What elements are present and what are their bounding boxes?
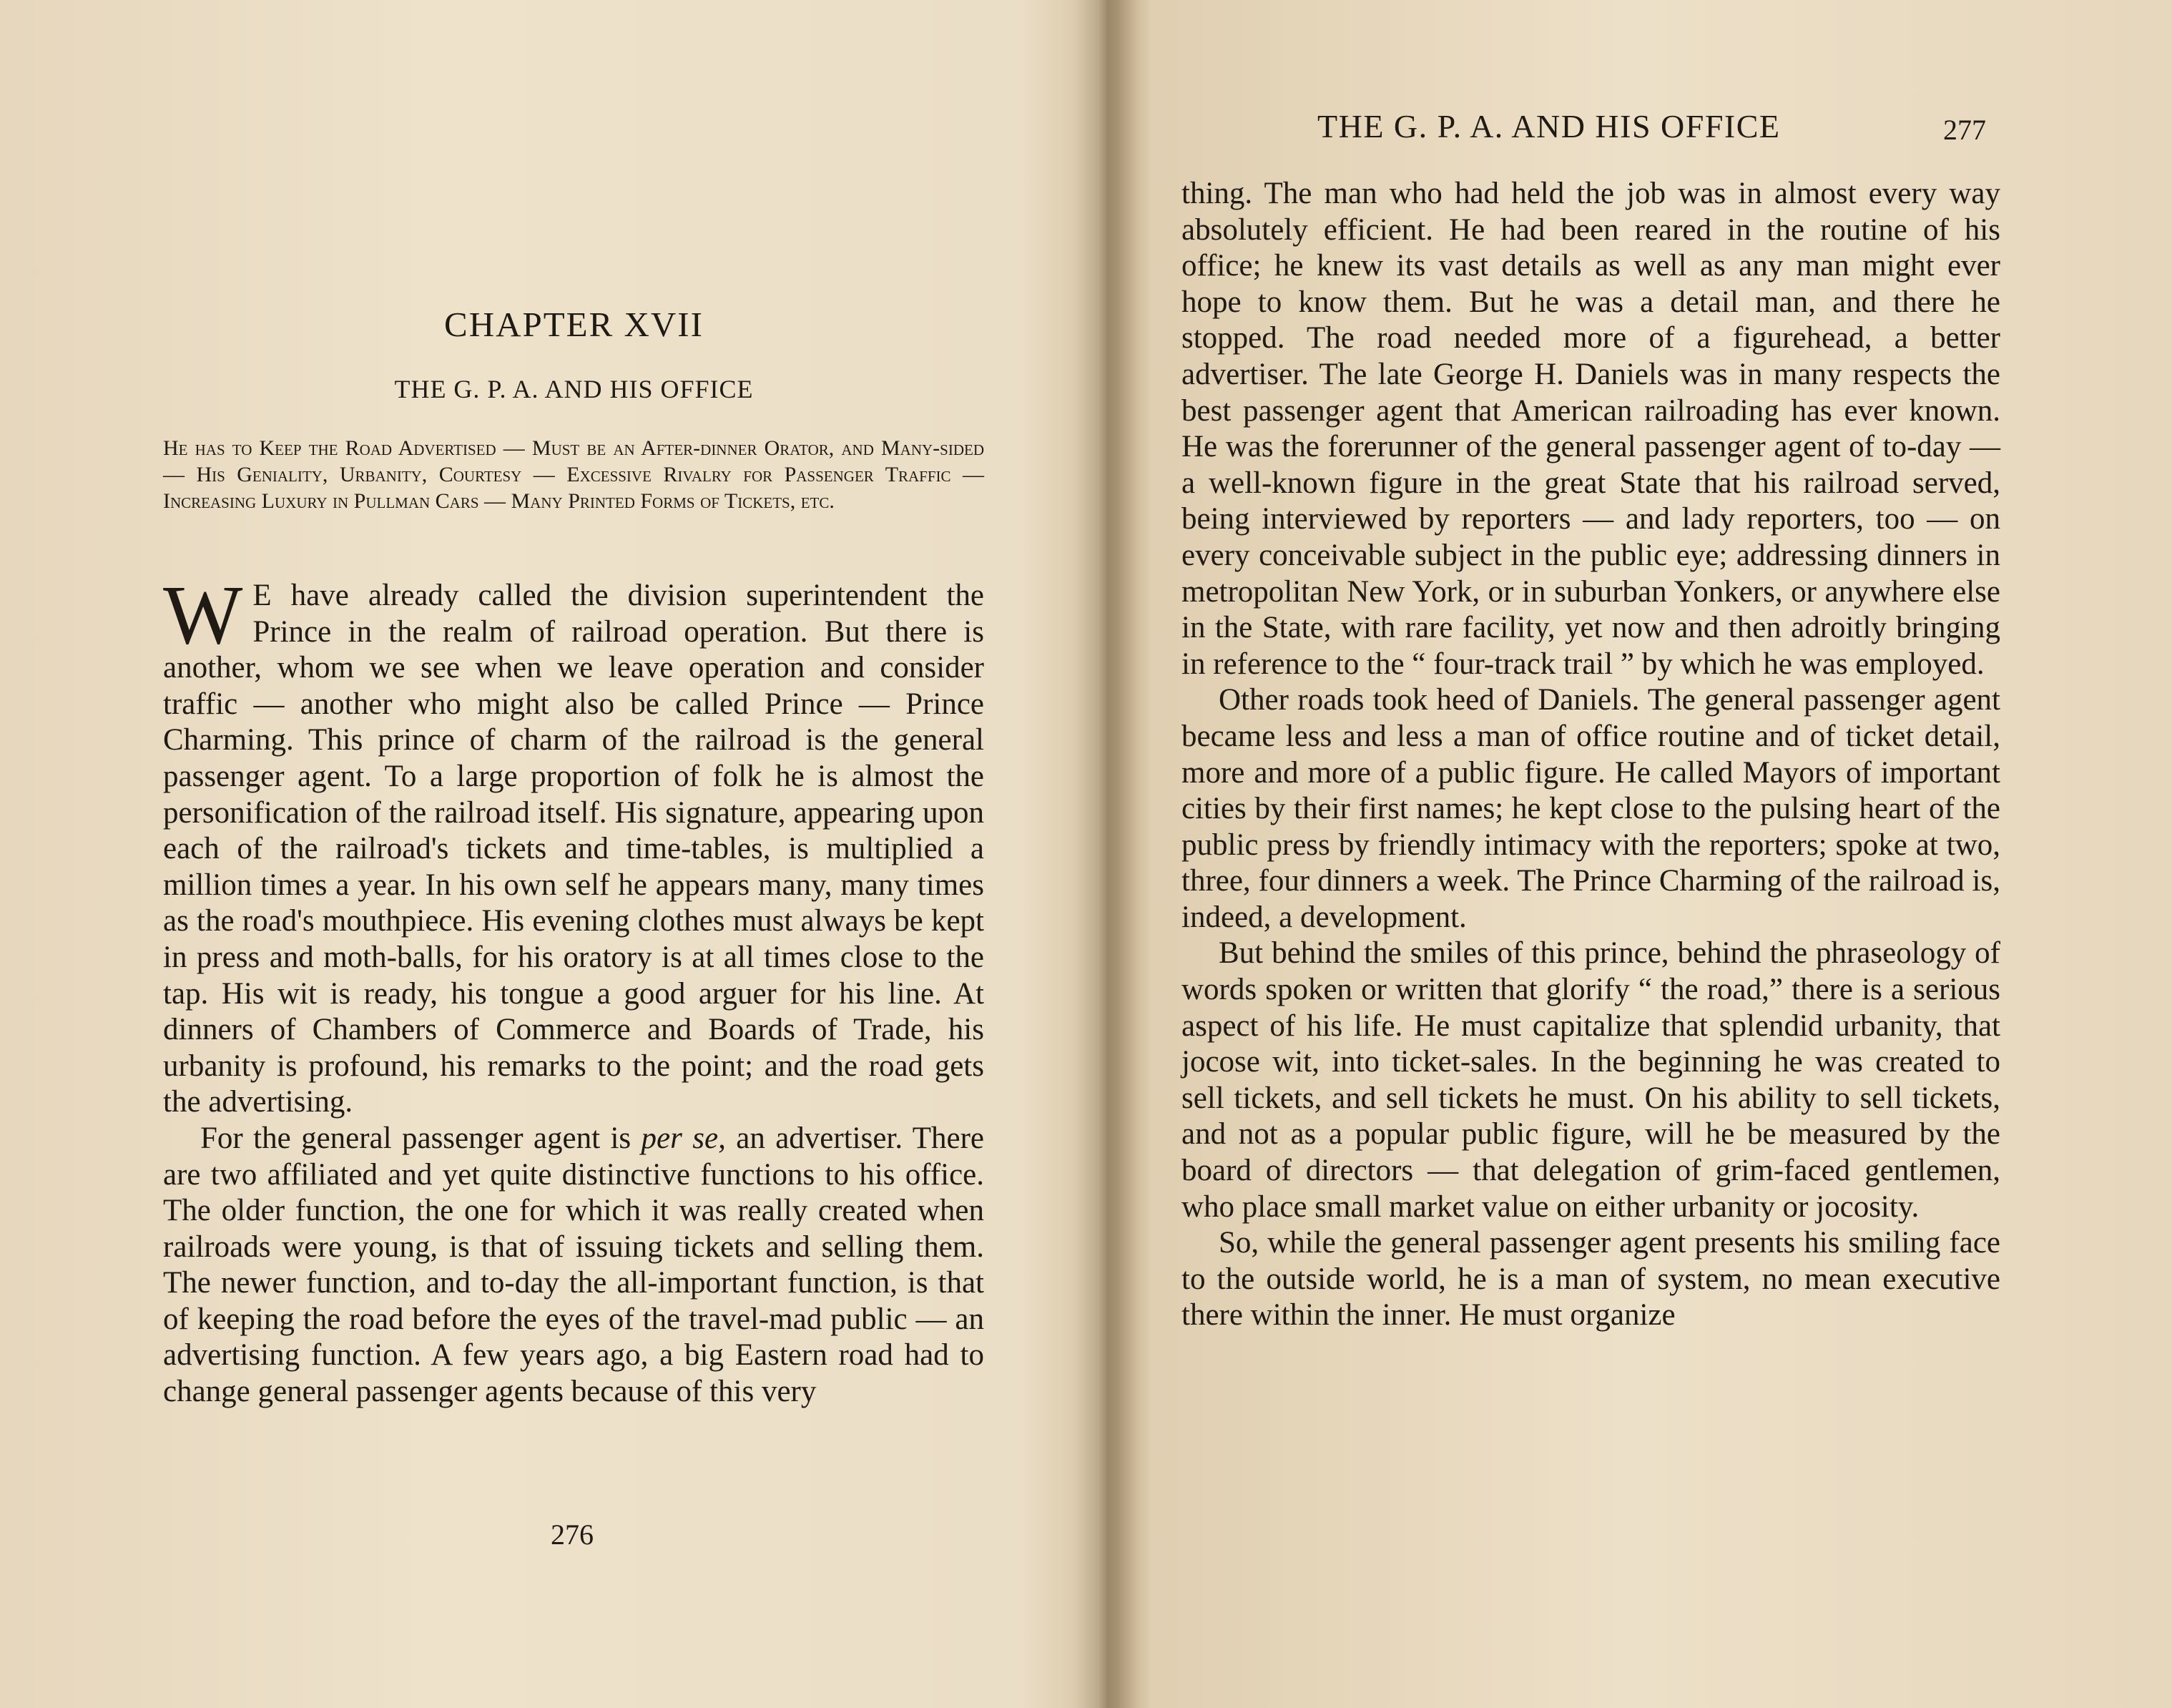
chapter-number: CHAPTER XVII: [444, 305, 704, 344]
left-paragraph-1-text: E have already called the division superintendent the Prince in the realm of railroad operation. But there is another, whom we see when we leave operation and consider traffic — another who might also be called Prince — Prince Charming. This prince of charm of the railroad is the general passenger agent. To a large proportion of folk he is almost the personification of the railroad itself. His signature, appearing upon each of the railroad's tickets and time-tables, is multiplied a million times a year. In his own self he appears many, many times as the road's mouthpiece. His evening clothes must always be kept in press and moth-balls, for his oratory is at all times close to the tap. His wit is ready, his tongue a good arguer for his line. At dinners of Chambers of Commerce and Boards of Trade, his urbanity is profound, his remarks to the point; and the road gets the advertising.: [163, 579, 984, 1119]
left-paragraph-1: [163, 568, 984, 1121]
chapter-synopsis: He has to Keep the Road Advertised — Must be an After-dinner Orator, and Many-sided — His Geniality, Urbanity, Courtesy — Excessive Rivalry for Passenger Traffic — Increasing Luxury in Pullman Cars — Many Printed Forms of Tickets, etc.: [163, 436, 984, 513]
right-body-text: [1181, 176, 2000, 1334]
page-number-right: 277: [1943, 114, 1986, 146]
book-gutter: [1073, 0, 1137, 1708]
right-page: [1137, 0, 2172, 1708]
right-paragraph-1: thing. The man who had held the job was in almost every way absolutely efficient. He had been reared in the routine of his office; he knew its vast details as well as any man might ever hope to know them. But he was a detail man, and there he stopped. The road needed more of a figurehead, a better advertiser. The late George H. Daniels was in many respects the best passenger agent that American railroading has ever known. He was the forerunner of the general passenger agent of to-day — a well-known figure in the great State that his railroad served, being interviewed by reporters — and lady reporters, too — on every conceivable subject in the public eye; addressing dinners in metropolitan New York, or in suburban Yonkers, or anywhere else in the State, with rare facility, yet now and then adroitly bringing in reference to the “ four-track trail ” by which he was employed.: [1181, 177, 2000, 681]
chapter-title: THE G. P. A. AND HIS OFFICE: [394, 375, 754, 403]
left-paragraph-2-start: For the general passenger agent is: [200, 1121, 642, 1155]
running-head: THE G. P. A. AND HIS OFFICE: [1317, 108, 1781, 144]
left-paragraph-2-end: an advertiser. There are two affiliated and yet quite distinctive functions to his office. The older function, the one for which it was really created when railroads were young, is that of issuing tickets and selling them. The newer function, and to-day the all-important function, is that of keeping the road before the eyes of the travel-mad public — an advertising function. A few years ago, a big Eastern road had to change general passenger agents because of this very: [163, 1121, 984, 1409]
drop-cap: W: [163, 568, 243, 662]
page-number-left: 276: [551, 1518, 594, 1551]
right-paragraph-2: Other roads took heed of Daniels. The general passenger agent became less and less a man of office routine and of ticket detail, more and more of a public figure. He called Mayors of important cities by their first names; he kept close to the pulsing heart of the public press by friendly intimacy with the reporters; spoke at two, three, four dinners a week. The Prince Charming of the railroad is, indeed, a development.: [1181, 683, 2000, 934]
left-body-text: [163, 568, 984, 1410]
left-paragraph-2: [163, 1121, 984, 1410]
italic-phrase: per se,: [641, 1121, 726, 1155]
right-paragraph-4: So, while the general passenger agent presents his smiling face to the outside world, he is a man of system, no mean executive there within the inner. He must organize: [1181, 1226, 2000, 1332]
right-paragraph-3: But behind the smiles of this prince, behind the phraseology of words spoken or written that glorify “ the road,” there is a serious aspect of his life. He must capitalize that splendid urbanity, that jocose wit, into ticket-sales. In the beginning he was created to sell tickets, and sell tickets he must. On his ability to sell tickets, and not as a popular public figure, will he be measured by the board of directors — that delegation of grim-faced gentlemen, who place small market value on either urbanity or jocosity.: [1181, 936, 2000, 1224]
left-page: [0, 0, 1073, 1708]
